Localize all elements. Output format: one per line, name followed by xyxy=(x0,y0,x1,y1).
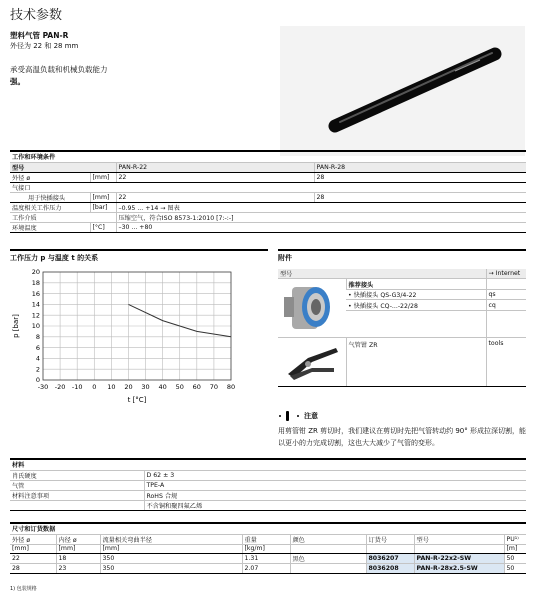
x-tick-label: -20 xyxy=(54,383,66,391)
x-tick-label: 60 xyxy=(192,383,201,391)
u-od: [mm] xyxy=(10,544,56,554)
page-title: 技术参数 xyxy=(10,8,63,23)
push-item-1[interactable]: • 快插接头 QS-G3/4-22 xyxy=(346,289,486,300)
h-weight: 重量 xyxy=(242,534,290,544)
material-note-label: 材料注意事项 xyxy=(10,490,144,500)
tube-image xyxy=(280,26,525,156)
ordering-header: 尺寸和订货数据 xyxy=(10,523,526,534)
h-part-no: 订货号 xyxy=(366,534,414,544)
row-color xyxy=(290,564,366,574)
row-color: 黑色 xyxy=(290,554,366,564)
note-text: 用剪管钳 ZR 剪切时，我们建议在剪切时先把气管转动约 90° 形成拉深切割，能以更小的力完成切割，这也大大减少了气管的变形。 xyxy=(278,427,526,447)
tube-cutter-image xyxy=(278,338,344,384)
conn-unit: [mm] xyxy=(90,192,116,202)
u-id: [mm] xyxy=(56,544,100,554)
y-tick-label: 14 xyxy=(31,300,40,309)
row-type: PAN-R-28x2.5-SW xyxy=(414,564,504,574)
pressure-temperature-chart xyxy=(10,262,268,407)
y-tick-label: 2 xyxy=(35,365,40,374)
od-28: 28 xyxy=(314,172,526,182)
u-pu: [m] xyxy=(504,544,526,554)
x-tick-label: 10 xyxy=(107,383,116,391)
desc-line-2: 强。 xyxy=(10,77,25,86)
section-header: 工作和环境条件 xyxy=(10,151,526,162)
od-22: 22 xyxy=(116,172,314,182)
y-tick-label: 18 xyxy=(31,279,40,287)
material-note-2: 不含铜和聚四氟乙烯 xyxy=(144,500,526,510)
push-header: 推荐接头 xyxy=(346,279,486,290)
info-icon xyxy=(278,410,300,422)
row-part-no: 8036208 xyxy=(366,564,414,574)
row-id: 18 xyxy=(56,554,100,564)
product-name: 塑料气管 PAN-R xyxy=(10,31,69,40)
internet-label: → Internet xyxy=(486,269,526,279)
press-label: 温度相关工作压力 xyxy=(10,202,90,212)
y-tick-label: 16 xyxy=(31,289,40,298)
desc-line-1: 承受高温负载和机械负载能力 xyxy=(10,65,108,74)
table-row xyxy=(10,564,526,574)
col-pan-r-28: PAN-R-28 xyxy=(314,162,526,172)
row-od: 22 xyxy=(10,554,56,564)
h-bend: 流量相关弯曲半径 xyxy=(100,534,242,544)
row-weight: 1.31 xyxy=(242,554,290,564)
conn-sub: 用于快插接头 xyxy=(10,192,90,202)
note-title: 注意 xyxy=(304,412,318,420)
cutter-code[interactable]: tools xyxy=(486,338,526,387)
x-tick-label: -30 xyxy=(37,383,49,391)
press-unit: [bar] xyxy=(90,202,116,212)
x-tick-label: 30 xyxy=(141,383,150,391)
row-bend: 350 xyxy=(100,564,242,574)
push-item-2[interactable]: • 快插接头 CQ-...-22/28 xyxy=(346,300,486,311)
temp-label: 环境温度 xyxy=(10,222,90,232)
hardness-label: 肖氏硬度 xyxy=(10,470,144,480)
hardness-val: D 62 ± 3 xyxy=(144,470,526,480)
u-weight: [kg/m] xyxy=(242,544,290,554)
push-code-1[interactable]: qs xyxy=(486,289,526,300)
tube-material-val: TPE-A xyxy=(144,480,526,490)
x-tick-label: 70 xyxy=(209,383,219,391)
ordering-table xyxy=(10,522,526,574)
product-description xyxy=(10,64,125,88)
med-val: 压缩空气，符合ISO 8573-1:2010 [7:-:-] xyxy=(116,212,526,222)
med-label: 工作介质 xyxy=(10,212,116,222)
u-bend: [mm] xyxy=(100,544,242,554)
push-fitting-image xyxy=(278,279,344,335)
push-code-2[interactable]: cq xyxy=(486,300,526,311)
row-od: 28 xyxy=(10,564,56,574)
row-id: 23 xyxy=(56,564,100,574)
conn-22: 22 xyxy=(116,192,314,202)
tube-material-label: 气管 xyxy=(10,480,144,490)
x-axis-label: t [°C] xyxy=(127,396,147,404)
od-unit: [mm] xyxy=(90,172,116,182)
row-part-no: 8036207 xyxy=(366,554,414,564)
table-row xyxy=(10,554,526,564)
col-pan-r-22: PAN-R-22 xyxy=(116,162,314,172)
accessories-table xyxy=(278,269,526,387)
cutter-label[interactable]: 气管钳 ZR xyxy=(346,338,486,387)
product-diameters: 外径为 22 和 28 mm xyxy=(10,42,79,50)
od-label: 外径 ø xyxy=(10,172,90,182)
type-label: 型号 xyxy=(10,162,116,172)
material-note-1: RoHS 合规 xyxy=(144,490,526,500)
x-tick-label: 50 xyxy=(175,383,184,391)
chart-title: 工作压力 p 与温度 t 的关系 xyxy=(10,249,268,263)
y-tick-label: 6 xyxy=(35,343,40,352)
press-val: –0.95 ... +14 → 图表 xyxy=(116,202,526,212)
temp-val: –30 ... +80 xyxy=(116,222,526,232)
h-color: 颜色 xyxy=(290,534,366,544)
h-pu: PU¹⁾ xyxy=(504,534,526,544)
row-bend: 350 xyxy=(100,554,242,564)
row-type: PAN-R-22x2-SW xyxy=(414,554,504,564)
h-od: 外径 ø xyxy=(10,534,56,544)
x-tick-label: 80 xyxy=(226,383,236,391)
accessories-header: 附件 xyxy=(278,249,526,263)
y-axis-label: p [bar] xyxy=(12,314,20,338)
y-tick-label: 20 xyxy=(31,268,40,277)
acc-type-label: 型号 xyxy=(278,269,486,279)
materials-header: 材料 xyxy=(10,459,526,470)
y-tick-label: 0 xyxy=(35,376,40,385)
h-id: 内径 ø xyxy=(56,534,100,544)
x-tick-label: 20 xyxy=(124,383,133,391)
row-pu: 50 xyxy=(504,554,526,564)
temp-unit: [°C] xyxy=(90,222,116,232)
y-tick-label: 4 xyxy=(35,354,40,363)
y-tick-label: 8 xyxy=(35,333,40,341)
x-tick-label: -10 xyxy=(71,383,83,391)
materials-table xyxy=(10,458,526,511)
conn-28: 28 xyxy=(314,192,526,202)
row-pu: 50 xyxy=(504,564,526,574)
conn-label: 气接口 xyxy=(10,182,526,192)
y-tick-label: 10 xyxy=(31,322,40,331)
row-weight: 2.07 xyxy=(242,564,290,574)
x-tick-label: 0 xyxy=(92,383,97,391)
h-type: 型号 xyxy=(414,534,504,544)
note-block xyxy=(278,410,526,449)
y-tick-label: 12 xyxy=(31,311,40,320)
operating-conditions-table xyxy=(10,150,526,233)
footnote: 1) 包装规格 xyxy=(10,586,37,592)
x-tick-label: 40 xyxy=(158,383,167,391)
